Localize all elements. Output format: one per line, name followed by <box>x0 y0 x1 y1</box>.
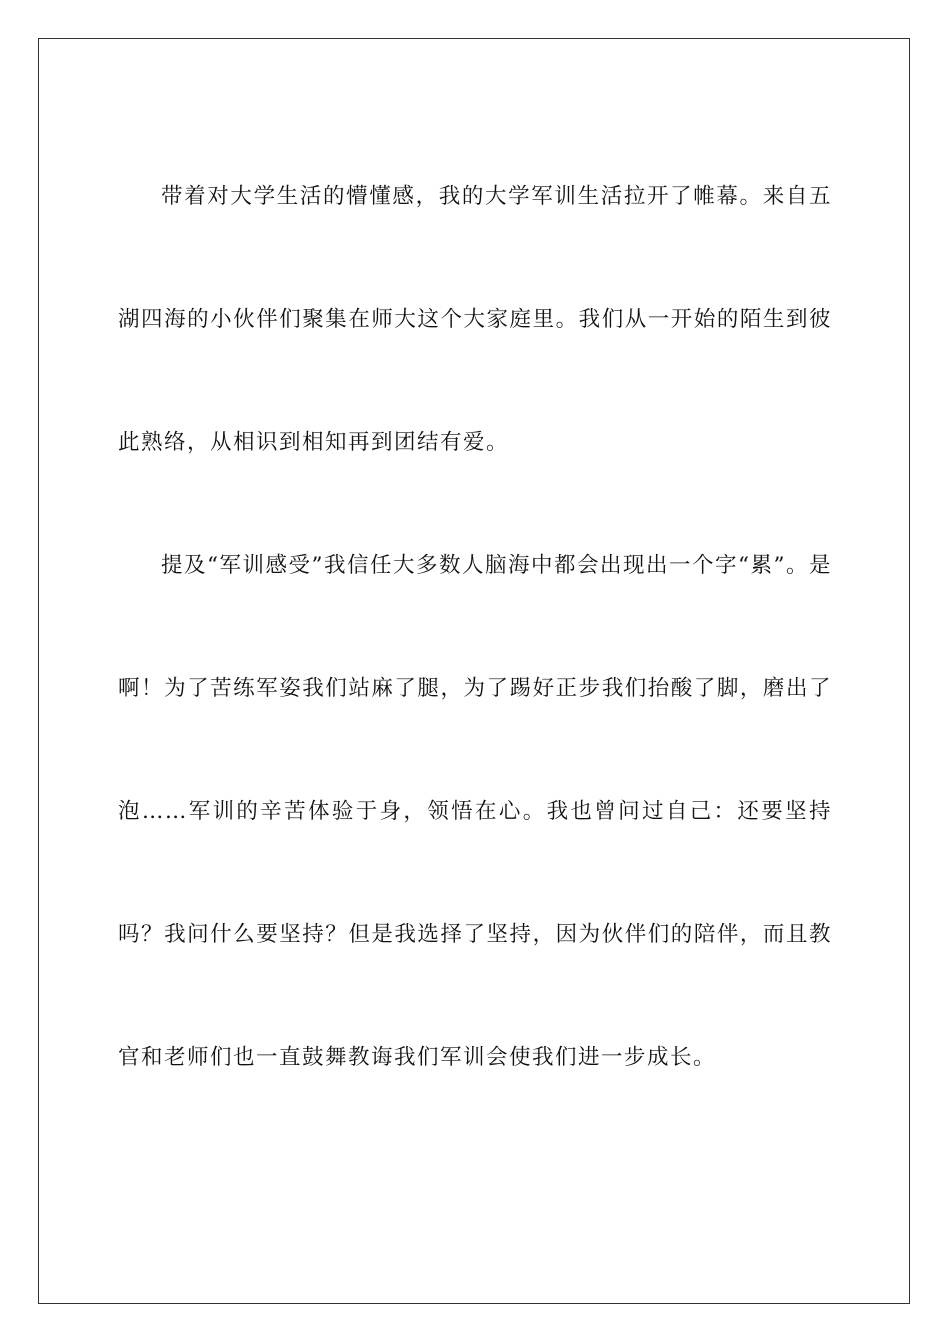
document-body <box>118 135 832 1119</box>
paragraph-2: 提及“军训感受”我信任大多数人脑海中都会出现出一个字“累”。是啊！为了苦练军姿我们站麻了腿，为了踢好正步我们抬酸了脚，磨出了泡……军训的辛苦体验于身，领悟在心。我也曾问过自己：还要坚持吗？我问什么要坚持？但是我选择了坚持，因为伙伴们的陪伴，而且教官和老师们也一直鼓舞教诲我们军训会使我们进一步成长。 <box>118 553 832 1070</box>
paragraph-1: 带着对大学生活的懵懂感，我的大学军训生活拉开了帷幕。来自五湖四海的小伙伴们聚集在师大这个大家庭里。我们从一开始的陌生到彼此熟络，从相识到相知再到团结有爱。 <box>118 184 832 455</box>
page-border <box>38 38 910 1304</box>
